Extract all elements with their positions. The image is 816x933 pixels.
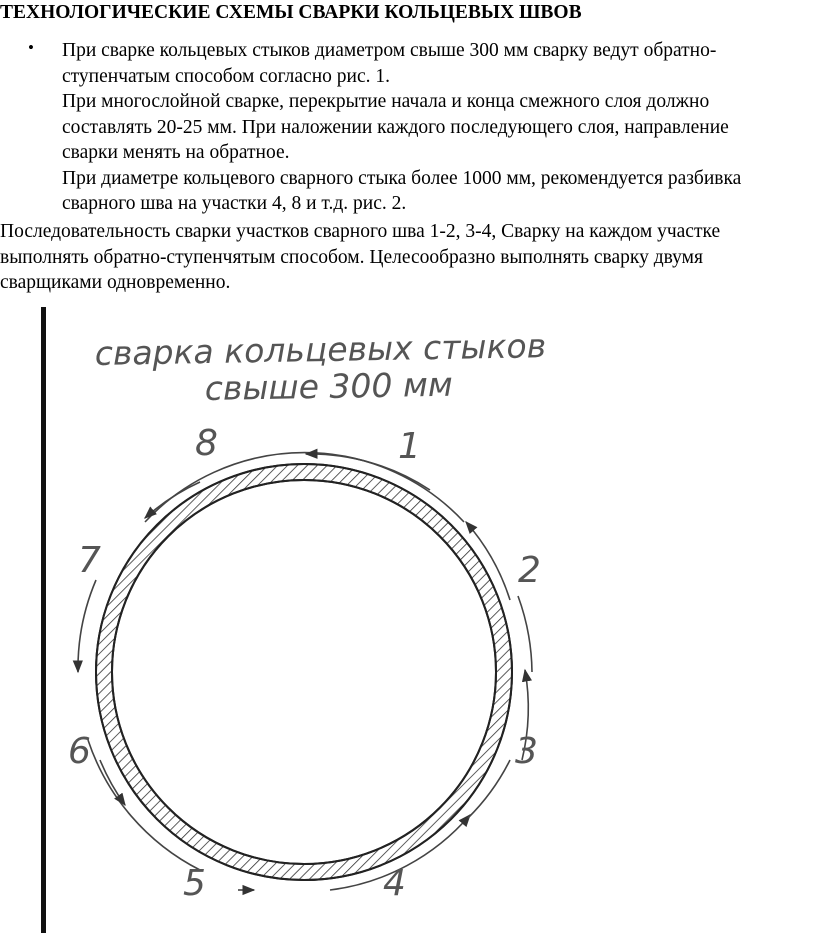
bullet-line: сварки менять на обратное. xyxy=(62,142,290,163)
bullet-line: При сварке кольцевых стыков диаметром свыше 300 мм сварку ведут обратно- xyxy=(62,40,717,61)
segment-label-3: 3 xyxy=(515,731,538,772)
bullet-line: При многослойной сварке, перекрытие начала и конца смежного слоя должно xyxy=(62,91,710,112)
bullet-marker: • xyxy=(28,38,34,57)
bullet-line: сварного шва на участки 4, 8 и т.д. рис. 2. xyxy=(62,193,407,214)
bullet-line: При диаметре кольцевого сварного стыка более 1000 мм, рекомендуется разбивка xyxy=(62,167,742,189)
segment-label-8: 8 xyxy=(195,423,218,464)
ring-inner-edge xyxy=(112,480,496,864)
segment-label-7: 7 xyxy=(78,540,101,581)
bullet-line: составлять 20-25 мм. При наложении каждого последующего слоя, направление xyxy=(62,116,729,138)
paragraph-line: Последовательность сварки участков сварного шва 1-2, 3-4, Сварку на каждом участке xyxy=(0,221,721,242)
paragraph-line: сварщиками одновременно. xyxy=(0,272,231,293)
sequence-paragraph xyxy=(0,219,816,296)
segment-label-1: 1 xyxy=(398,426,421,467)
bullet-line: ступенчатым способом согласно рис. 1. xyxy=(62,65,390,87)
segment-label-2: 2 xyxy=(518,550,541,591)
figure-border-line xyxy=(41,307,46,933)
segment-label-5: 5 xyxy=(183,863,206,904)
page-title: ТЕХНОЛОГИЧЕСКИЕ СХЕМЫ СВАРКИ КОЛЬЦЕВЫХ ШВОВ xyxy=(0,2,582,23)
figure-caption-line1: сварка кольцевых стыков xyxy=(94,326,547,373)
direction-arc-right xyxy=(518,596,532,672)
paragraph-line: выполнять обратно-ступенчятым способом. Целесообразно выполнять сварку двумя xyxy=(0,246,703,268)
segment-label-6: 6 xyxy=(68,731,91,772)
segment-label-4: 4 xyxy=(383,863,406,904)
figure-caption-line2: свыше 300 мм xyxy=(204,364,454,408)
weld-diagram xyxy=(0,300,816,933)
bullet-text xyxy=(62,38,814,217)
direction-arc-left xyxy=(78,580,96,672)
weld-ring xyxy=(96,464,512,880)
